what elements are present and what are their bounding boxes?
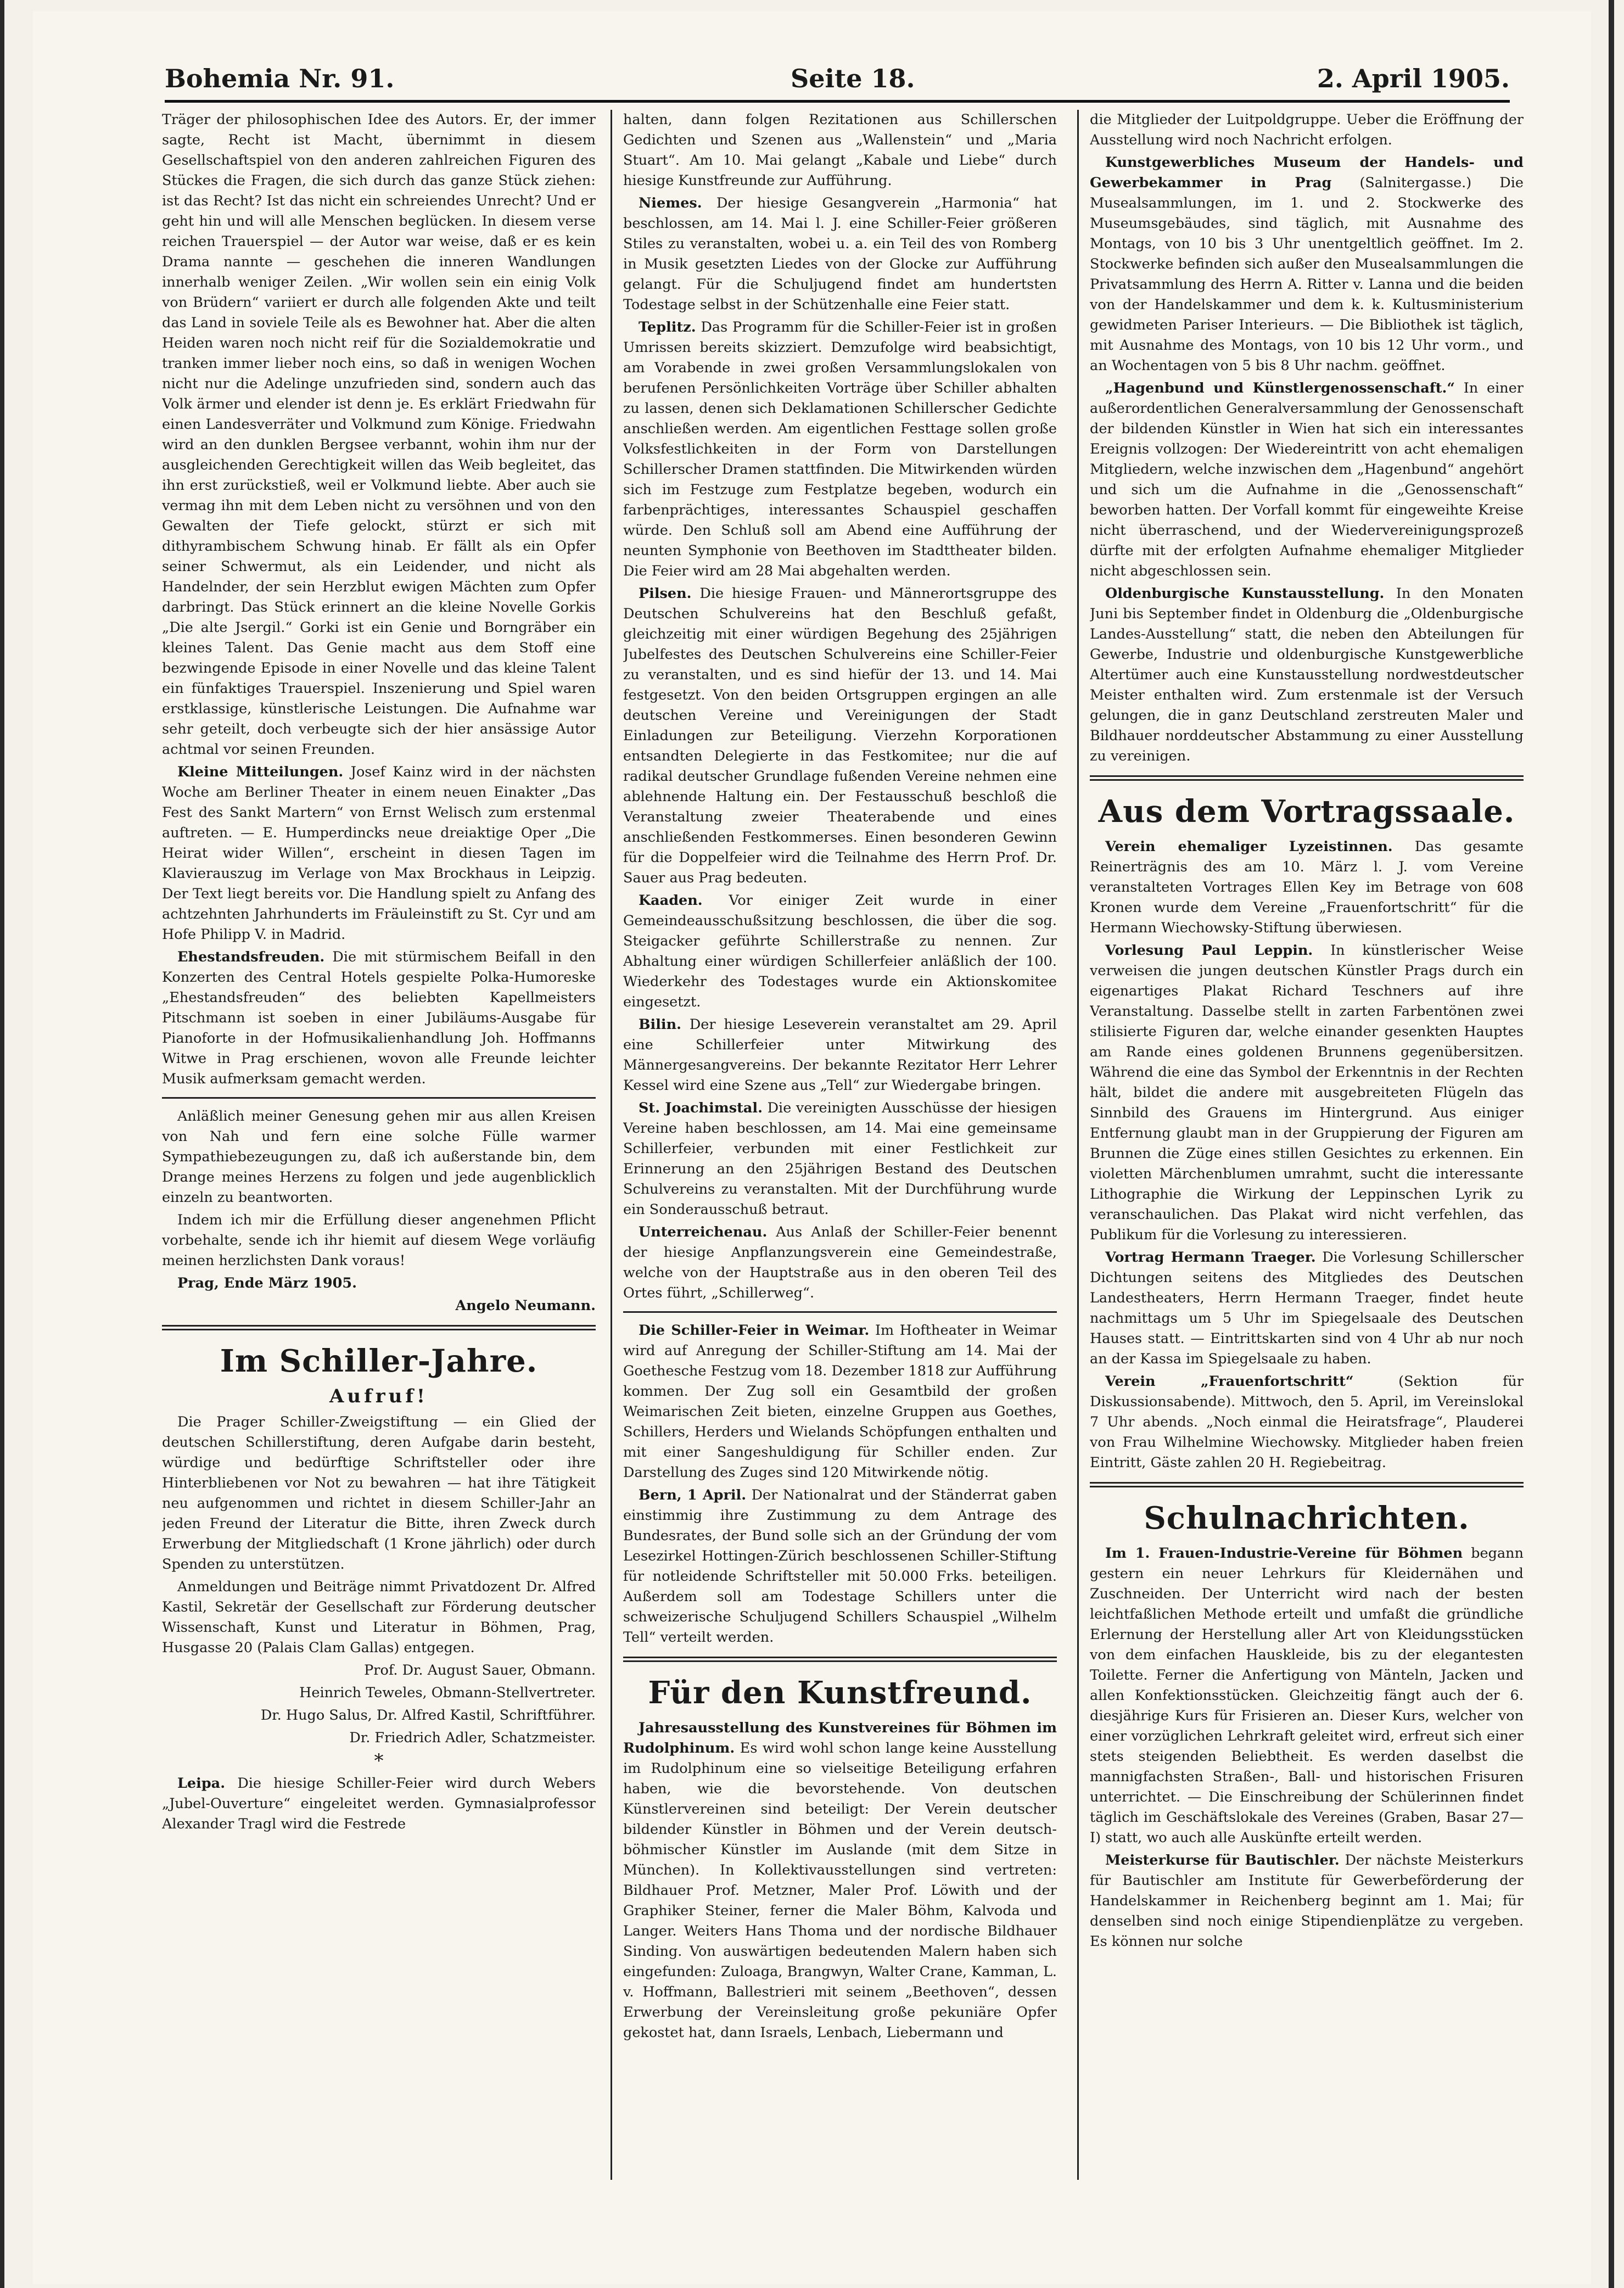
column-2 xyxy=(623,110,1057,2180)
item-text: Aus Anlaß der Schiller-Feier benennt der hiesige Anpflanzungsverein eine Gemeindestraße, welche von der Hauptstraße aus in den oberen Teil des Ortes führt, „Schillerweg“. xyxy=(623,1224,1057,1301)
notice-place: Prag, Ende März 1905. xyxy=(177,1275,357,1291)
item-text: Der hiesige Leseverein veranstaltet am 29. April eine Schillerfeier unter Mitwirkung des Männergesangvereins. Der bekannte Rezitator Herr Lehrer Kessel wird eine Szene aus „Tell“ zur Wiedergabe bringen. xyxy=(623,1016,1057,1094)
page-header xyxy=(165,60,1510,103)
item-title: Verein „Frauenfortschritt“ xyxy=(1105,1373,1354,1390)
article-text: Anmeldungen und Beiträge nimmt Privatdozent Dr. Alfred Kastil, Sekretär der Gesellschaft zur Förderung deutscher Wissenschaft, Kunst und Literatur in Böhmen, Prag, Husgasse 20 (Palais Clam Gallas) entgegen. xyxy=(162,1579,596,1656)
item-title: Kunstgewerbliches Museum der Handels- und Gewerbekammer in Prag xyxy=(1090,154,1524,191)
item-title: Die Schiller-Feier in Weimar. xyxy=(639,1322,870,1339)
article-item xyxy=(623,193,1057,315)
article-item xyxy=(1090,941,1524,1245)
article-item xyxy=(1090,1372,1524,1473)
article-text: Die Prager Schiller-Zweigstiftung — ein Glied der deutschen Schillerstiftung, deren Aufgabe darin besteht, würdige und bedürftige Schriftsteller oder ihre Hinterbliebenen vor Not zu bewahren — hat ihre Tätigkeit neu aufgenommen und richtet in diesem Schiller-Jahr an jeden Freund der Literatur die Bitte, ihren Zweck durch Erwerbung der Mitgliedschaft (1 Krone jährlich) oder durch Spenden zu unterstützen. xyxy=(162,1414,596,1573)
item-title: Im 1. Frauen-Industrie-Vereine für Böhmen xyxy=(1105,1545,1463,1562)
article-text: die Mitglieder der Luitpoldgruppe. Ueber die Eröffnung der Ausstellung wird noch Nachricht erfolgen. xyxy=(1090,111,1524,148)
article-item xyxy=(1090,837,1524,938)
divider xyxy=(162,1097,596,1099)
item-text: begann gestern ein neuer Lehrkurs für Kleidernähen und Zuschneiden. Der Unterricht wird nach der besten leichtfaßlichen Methode erteilt und umfaßt die gründliche Erlernung der Herstellung aller Art von Kleidungsstücken von dem einfachen Hauskleide, bis zu der elegantesten Toilette. Ferner die Anfertigung von Mänteln, Jacken und allen Konfektionsstücken. Gleichzeitig fängt auch der 6. diesjährige Kurs für Frisieren an. Dieser Kurs, welcher von einer vorzüglichen Lehrkraft geleitet wird, erfreut sich einer stets steigenden Beliebtheit. Es werden daselbst die mannigfachsten Straßen-, Ball- und historischen Frisuren unterrichtet. — Die Einschreibung der Schülerinnen findet täglich im Geschäftslokale des Vereines (Graben, Basar 27—I) statt, wo auch alle Auskünfte erteilt werden. xyxy=(1090,1545,1524,1846)
item-text: Josef Kainz wird in der nächsten Woche am Berliner Theater in einem neuen Einakter „Das Fest des Sankt Martern“ von Ernst Welisch zum erstenmal auftreten. — E. Humperdincks neue dreiaktige Oper „Die Heirat wider Willen“, erscheint in diesen Tagen im Klavierauszug im Verlage von Max Brockhaus in Leipzig. Der Text liegt bereits vor. Die Handlung spielt zu Anfang des achtzehnten Jahrhunderts im Fräuleinstift zu St. Cyr und am Hofe Philipp V. in Madrid. xyxy=(162,764,596,943)
article-item xyxy=(623,1485,1057,1648)
article-item xyxy=(623,891,1057,1012)
item-text: In künstlerischer Weise verweisen die jungen deutschen Künstler Prags durch ein eigenartiges Plakat Richard Teschners auf ihre Veranstaltung. Dasselbe stellt in zarten Farbentönen zwei stilisierte Figuren dar, welche einander gesenkten Hauptes am Rande eines goldenen Brunnens gegenübersitzen. Während die eine das Symbol der Erkenntnis in der Rechten hält, bildet die andere mit ausgebreiteten Flügeln das Sinnbild des Grauens im Hintergrund. Aus einiger Entfernung glaubt man in der Gruppierung der Figuren am Brunnen die Züge eines stillen Gesichtes zu erkennen. Ein violetten Märchenblumen umrahmt, sucht die interessante Lithographie die Wirkung der Leppinschen Lyrik zu veranschaulichen. Das Plakat wird nicht verfehlen, das Publikum für die Vorlesung zu interessieren. xyxy=(1090,942,1524,1243)
scan-edge-left xyxy=(0,0,4,2288)
item-text: Das gesamte Reinerträgnis des am 10. März l. J. vom Vereine veranstalteten Vortrages Ellen Key im Betrage von 608 Kronen wurde dem Vereine „Frauenfortschritt“ für die Hermann Wiechowsky-Stiftung überwiesen. xyxy=(1090,838,1524,936)
signatory: Dr. Hugo Salus, Dr. Alfred Kastil, Schriftführer. xyxy=(260,1707,596,1724)
article-item xyxy=(1090,1543,1524,1848)
article-text: Träger der philosophischen Idee des Autors. Er, der immer sagte, Recht ist Macht, übernimmt in diesem Gesellschaftspiel von den anderen zahlreichen Figuren des Stückes die Fragen, die sich durch das ganze Stück ziehen: ist das Recht? Ist das nicht ein schreiendes Unrecht? Und er geht hin und will alle Menschen beglücken. In diesem verse reichen Trauerspiel — der Autor war weise, daß er es kein Drama nannte — geschehen die inneren Wandlungen innerhalb weniger Zeilen. „Wir wollen sein ein einig Volk von Brüdern“ variiert er durch alle folgenden Akte und teilt das Land in soviele Teile als es Bewohner hat. Aber die alten Heiden waren noch nicht reif für die Sozialdemokratie und tranken immer lieber noch eins, so daß in wenigen Wochen nicht nur die Adelinge unzufrieden sind, sondern auch das Volk ärmer und elender ist denn je. Es erklärt Friedwahn für einen Landesverräter und Volkmund zum Könige. Friedwahn wird an den dunklen Bergsee verbannt, wohin ihm nur der ausgleichenden Gerechtigkeit willen das Weib begleitet, das ihn erst zurückstieß, weil er Volkmund liebte. Aber auch sie vermag ihn mit dem Leben nicht zu versöhnen und von den Gewalten der Tiefe gelockt, stürzt er sich mit dithyrambischem Schwung hinab. Er fällt als ein Opfer seiner Schwermut, als ein Leidender, und nicht als Handelnder, der sein Herzblut ewigen Mächten zum Opfer darbringt. Das Stück erinnert an die kleine Novelle Gorkis „Die alte Jsergil.“ Gorki ist ein Genie und Borngräber ein kleines Talent. Das Genie macht aus dem Stoff eine bezwingende Episode in einer Novelle und das kleine Talent ein fünfaktiges Trauerspiel. Inszenierung und Spiel waren erstklassige, künstlerische Leistungen. Die Aufnahme war sehr geteilt, doch verbeugte sich der hier ansässige Autor achtmal vor seinen Freunden. xyxy=(162,111,596,758)
article-item xyxy=(1090,1248,1524,1369)
item-title: Bern, 1 April. xyxy=(639,1487,747,1503)
item-title: Teplitz. xyxy=(639,319,696,335)
item-text: Vor einiger Zeit wurde in einer Gemeindeausschußsitzung beschlossen, die über die sog. Steigacker geführte Schillerstraße zu nennen. Zur Abhaltung einer würdigen Schillerfeier anläßlich der 100. Wiederkehr des Todestages wurde ein Aktionskomitee eingesetzt. xyxy=(623,892,1057,1010)
article-text: halten, dann folgen Rezitationen aus Schillerschen Gedichten und Szenen aus „Wallenstein“ und „Maria Stuart“. Am 10. Mai gelangt „Kabale und Liebe“ durch hiesige Kunstfreunde zur Aufführung. xyxy=(623,111,1057,189)
section-divider xyxy=(162,1325,596,1330)
signatory: Prof. Dr. August Sauer, Obmann. xyxy=(364,1662,596,1679)
article-item xyxy=(623,1718,1057,2043)
item-title: Vortrag Hermann Traeger. xyxy=(1105,1249,1316,1266)
article-item xyxy=(162,1774,596,1834)
section-title: Im Schiller-Jahre. xyxy=(220,1343,538,1379)
header-date: 2. April 1905. xyxy=(1317,64,1510,93)
column-rule xyxy=(611,110,612,2180)
item-title: Ehestandsfreuden. xyxy=(177,949,325,965)
item-text: Die vereinigten Ausschüsse der hiesigen Vereine haben beschlossen, am 14. Mai eine gemeinsame Schillerfeier, verbunden mit einer Festlichkeit zur Erinnerung an den 25jährigen Bestand des Deutschen Schulvereins zu veranstalten. Mit der Durchführung wurde ein Sonderausschuß betraut. xyxy=(623,1100,1057,1218)
item-text: Die hiesige Schiller-Feier wird durch Webers „Jubel-Ouverture“ eingeleitet werden. Gymnasialprofessor Alexander Tragl wird die Festrede xyxy=(162,1775,596,1832)
item-text: Das Programm für die Schiller-Feier ist in großen Umrissen bereits skizziert. Demzufolge wird beabsichtigt, am Vorabende in zwei großen Versammlungslokalen von berufenen Persönlichkeiten Vorträge über Schiller abhalten zu lassen, denen sich Deklamationen Schillerscher Gedichte anschließen werden. Am eigentlichen Festtage sollen große Volksfestlichkeiten in der Form von Darstellungen Schillerscher Dramen stattfinden. Die Mitwirkenden würden sich im Festzuge zum Festplatze begeben, wodurch ein farbenprächtiges, interessantes Schauspiel geschaffen würde. Den Schluß soll am Abend eine Aufführung der neunten Symphonie von Beethoven im Stadttheater bilden. Die Feier wird am 28 Mai abgehalten werden. xyxy=(623,319,1057,579)
article-item xyxy=(623,317,1057,581)
item-title: Unterreichenau. xyxy=(639,1224,768,1240)
item-title: Bilin. xyxy=(639,1016,682,1033)
divider xyxy=(623,1311,1057,1313)
item-title: Niemes. xyxy=(639,195,702,211)
article-item xyxy=(623,1015,1057,1096)
article-item xyxy=(162,762,596,945)
article-item xyxy=(623,1222,1057,1304)
item-title: Pilsen. xyxy=(639,585,692,602)
item-text: Der hiesige Gesangverein „Harmonia“ hat beschlossen, am 14. Mai l. J. eine Schiller-Feier größeren Stiles zu veranstalten, wobei u. a. ein Teil des von Romberg in Musik gesetzten Liedes von der Glocke zur Aufführung gelangt. Für die Schuljugend findet am hundertsten Todestage selbst in der Schützenhalle eine Feier statt. xyxy=(623,195,1057,313)
item-title: Vorlesung Paul Leppin. xyxy=(1105,942,1313,959)
item-title: Oldenburgische Kunstausstellung. xyxy=(1105,585,1385,602)
item-text: Die Vorlesung Schillerscher Dichtungen seitens des Mitgliedes des Deutschen Landestheaters, Herrn Hermann Traeger, findet heute nachmittags um 5 Uhr im Spiegelsaale des Deutschen Hauses statt. — Eintrittskarten sind von 4 Uhr ab nur noch an der Kassa im Spiegelsaale zu haben. xyxy=(1090,1249,1524,1367)
article-item xyxy=(623,584,1057,888)
section-title: Für den Kunstfreund. xyxy=(648,1675,1032,1711)
article-item xyxy=(1090,584,1524,767)
item-text: Die mit stürmischem Beifall in den Konzerten des Central Hotels gespielte Polka-Humoreske „Ehestandsfreuden“ des beliebten Kapellmeisters Pitschmann ist soeben in einer Jubiläums-Ausgabe für Pianoforte in der Hofmusikalienhandlung Joh. Hoffmanns Witwe in Prag erschienen, wovon alle Freunde leichter Musik aufmerksam gemacht werden. xyxy=(162,949,596,1087)
section-subtitle: Aufruf! xyxy=(329,1385,428,1407)
notice-text: Anläßlich meiner Genesung gehen mir aus allen Kreisen von Nah und fern eine solche Fülle warmer Sympathiebezeugungen zu, daß ich außerstande bin, dem Drange meines Herzens zu folgen und jede augenblicklich einzeln zu beantworten. xyxy=(162,1108,596,1206)
item-text: (Sektion für Diskussionsabende). Mittwoch, den 5. April, im Vereinslokal 7 Uhr abends. „Noch einmal die Heiratsfrage“, Plauderei von Frau Wilhelmine Wiechowsky. Mitglieder haben freien Eintritt, Gäste zahlen 20 H. Regiebeitrag. xyxy=(1090,1373,1524,1471)
item-text: Die hiesige Frauen- und Männerortsgruppe des Deutschen Schulvereins hat den Beschluß gefaßt, gleichzeitig mit einer würdigen Begehung des 25jährigen Jubelfestes des Deutschen Schulvereins eine Schiller-Feier zu veranstalten, und es sind hiefür der 13. und 14. Mai festgesetzt. Von den beiden Ortsgruppen ergingen an alle deutschen Vereine und Vereinigungen der Stadt Einladungen zur Beteiligung. Vierzehn Korporationen entsandten Delegierte in das Festkomitee; nur die auf radikal deutscher Grundlage fußenden Vereine nehmen eine ablehnende Haltung ein. Der Festausschuß beschloß die Veranstaltung zweier Theaterabende und eines anschließenden Festkommerses. Einen besonderen Gewinn für die Doppelfeier wird die Teilnahme des Herrn Prof. Dr. Sauer aus Prag bedeuten. xyxy=(623,585,1057,886)
article-item xyxy=(162,947,596,1089)
item-text: Es wird wohl schon lange keine Ausstellung im Rudolphinum eine so vielseitige Beteiligung erfahren haben, wie die bevorstehende. Von deutschen Künstlervereinen sind beteiligt: Der Verein deutscher bildender Künstler in Böhmen und der Verein deutsch-böhmischer Künstler im Auslande (mit dem Sitze in München). In Kollektivausstellungen sind vertreten: Bildhauer Prof. Metzner, Maler Prof. Löwith und der Graphiker Steiner, ferner die Maler Böhm, Kalvoda und Langer. Weiters Hans Thoma und der nordische Bildhauer Sinding. Von auswärtigen bedeutenden Malern haben sich eingefunden: Zuloaga, Brangwyn, Walter Crane, Kamman, L. v. Hoffmann, Ballestrieri mit seinem „Beethoven“, dessen Erwerbung der Vereinsleitung große pekuniäre Opfer gekostet hat, dann Israels, Lenbach, Liebermann und xyxy=(623,1740,1057,2041)
item-title: Jahresausstellung des Kunstvereines für Böhmen im Rudolphinum. xyxy=(623,1720,1057,1756)
signatory: Heinrich Teweles, Obmann-Stellvertreter. xyxy=(299,1685,596,1701)
item-text: In einer außerordentlichen Generalversammlung der Genossenschaft der bildenden Künstler in Wien hat sich ein interessantes Ereignis vollzogen: Der Wiedereintritt von acht ehemaligen Mitgliedern, welche inzwischen dem „Hagenbund“ angehört und sich um die Aufnahme in die „Genossenschaft“ beworben hatten. Der Vorfall kommt für eingeweihte Kreise nicht überraschend, und der Wiedervereinigungsprozeß dürfte mit der erfolgten Aufnahme ehemaliger Mitglieder nicht abgeschlossen sein. xyxy=(1090,380,1524,579)
article-item xyxy=(1090,153,1524,376)
item-text: In den Monaten Juni bis September findet in Oldenburg die „Oldenburgische Landes-Ausstellung“ statt, die neben den Abteilungen für Gewerbe, Industrie und oldenburgische Kunstgewerbliche Altertümer auch eine Kunstausstellung nordwestdeutscher Meister enthalten wird. Zum erstenmale ist der Versuch gelungen, die in ganz Deutschland zerstreuten Maler und Bildhauer norddeutscher Abstammung zu einer Ausstellung zu vereinigen. xyxy=(1090,585,1524,764)
item-title: Kleine Mitteilungen. xyxy=(177,764,344,780)
item-title: Verein ehemaliger Lyzeistinnen. xyxy=(1105,838,1393,855)
column-3 xyxy=(1090,110,1524,2180)
notice-text: Indem ich mir die Erfüllung dieser angenehmen Pflicht vorbehalte, sende ich ihr hiemit auf diesem Wege vorläufig meinen herzlichsten Dank voraus! xyxy=(162,1212,596,1269)
article-item xyxy=(623,1098,1057,1220)
item-text: Der Nationalrat und der Ständerrat gaben einstimmig ihre Zustimmung zu dem Antrage des Bundesrates, der Bund solle sich an der Gründung der vom Lesezirkel Hottingen-Zürich beschlossenen Schiller-Stiftung für notleidende Schriftsteller mit 50.000 Frks. beteiligen. Außerdem soll am Todestage Schillers unter die schweizerische Schuljugend Schillers Schauspiel „Wilhelm Tell“ verteilt werden. xyxy=(623,1487,1057,1646)
article-item xyxy=(1090,378,1524,581)
item-text: (Salnitergasse.) Die Musealsammlungen, im 1. und 2. Stockwerke des Museumsgebäudes, sind täglich, mit Ausnahme des Montags, von 10 bis 3 Uhr unentgeltlich geöffnet. Im 2. Stockwerke befinden sich außer den Musealsammlungen die Privatsammlung des Herrn A. Ritter v. Lanna und die beiden von der Handelskammer und dem k. k. Kultusministerium gewidmeten Pariser Interieurs. — Die Bibliothek ist täglich, mit Ausnahme des Montags, von 10 bis 12 Uhr vorm., und an Wochentagen von 5 bis 8 Uhr nachm. geöffnet. xyxy=(1090,175,1524,374)
signatory: Dr. Friedrich Adler, Schatzmeister. xyxy=(349,1730,596,1746)
column-1 xyxy=(162,110,596,2180)
article-item xyxy=(623,1321,1057,1483)
section-divider xyxy=(623,1657,1057,1662)
header-page-number: Seite 18. xyxy=(791,64,915,93)
notice-signature: Angelo Neumann. xyxy=(455,1297,596,1314)
item-title: Kaaden. xyxy=(639,892,703,909)
item-title: „Hagenbund und Künstlergenossenschaft.“ xyxy=(1105,380,1455,396)
item-title: Meisterkurse für Bautischler. xyxy=(1105,1852,1340,1869)
header-publication: Bohemia Nr. 91. xyxy=(165,64,395,93)
scan-edge-right xyxy=(1609,0,1614,2288)
item-title: Leipa. xyxy=(177,1775,226,1792)
section-divider xyxy=(1090,775,1524,781)
item-title: St. Joachimstal. xyxy=(639,1100,763,1116)
asterisk-separator: * xyxy=(374,1750,384,1772)
article-item xyxy=(1090,1850,1524,1952)
section-title: Schulnachrichten. xyxy=(1144,1500,1470,1536)
column-rule xyxy=(1077,110,1079,2180)
item-text: Im Hoftheater in Weimar wird auf Anregung der Schiller-Stiftung am 14. Mai der Goethesche Festzug vom 18. Dezember 1818 zur Aufführung kommen. Der Zug soll ein Gesamtbild der großen Weimarischen Zeit bieten, einzelne Gruppen aus Goethes, Schillers, Herders und Wielands Schöpfungen enthalten und mit einer Sangeshuldigung für Schiller enden. Zur Darstellung des Zuges sind 120 Mitwirkende nötig. xyxy=(623,1322,1057,1481)
section-title: Aus dem Vortragssaale. xyxy=(1098,793,1515,830)
section-divider xyxy=(1090,1482,1524,1487)
item-text: Der nächste Meisterkurs für Bautischler am Institute für Gewerbeförderung der Handelskammer in Reichenberg beginnt am 1. Mai; für denselben sind noch einige Stipendienplätze zu vergeben. Es können nur solche xyxy=(1090,1852,1524,1950)
